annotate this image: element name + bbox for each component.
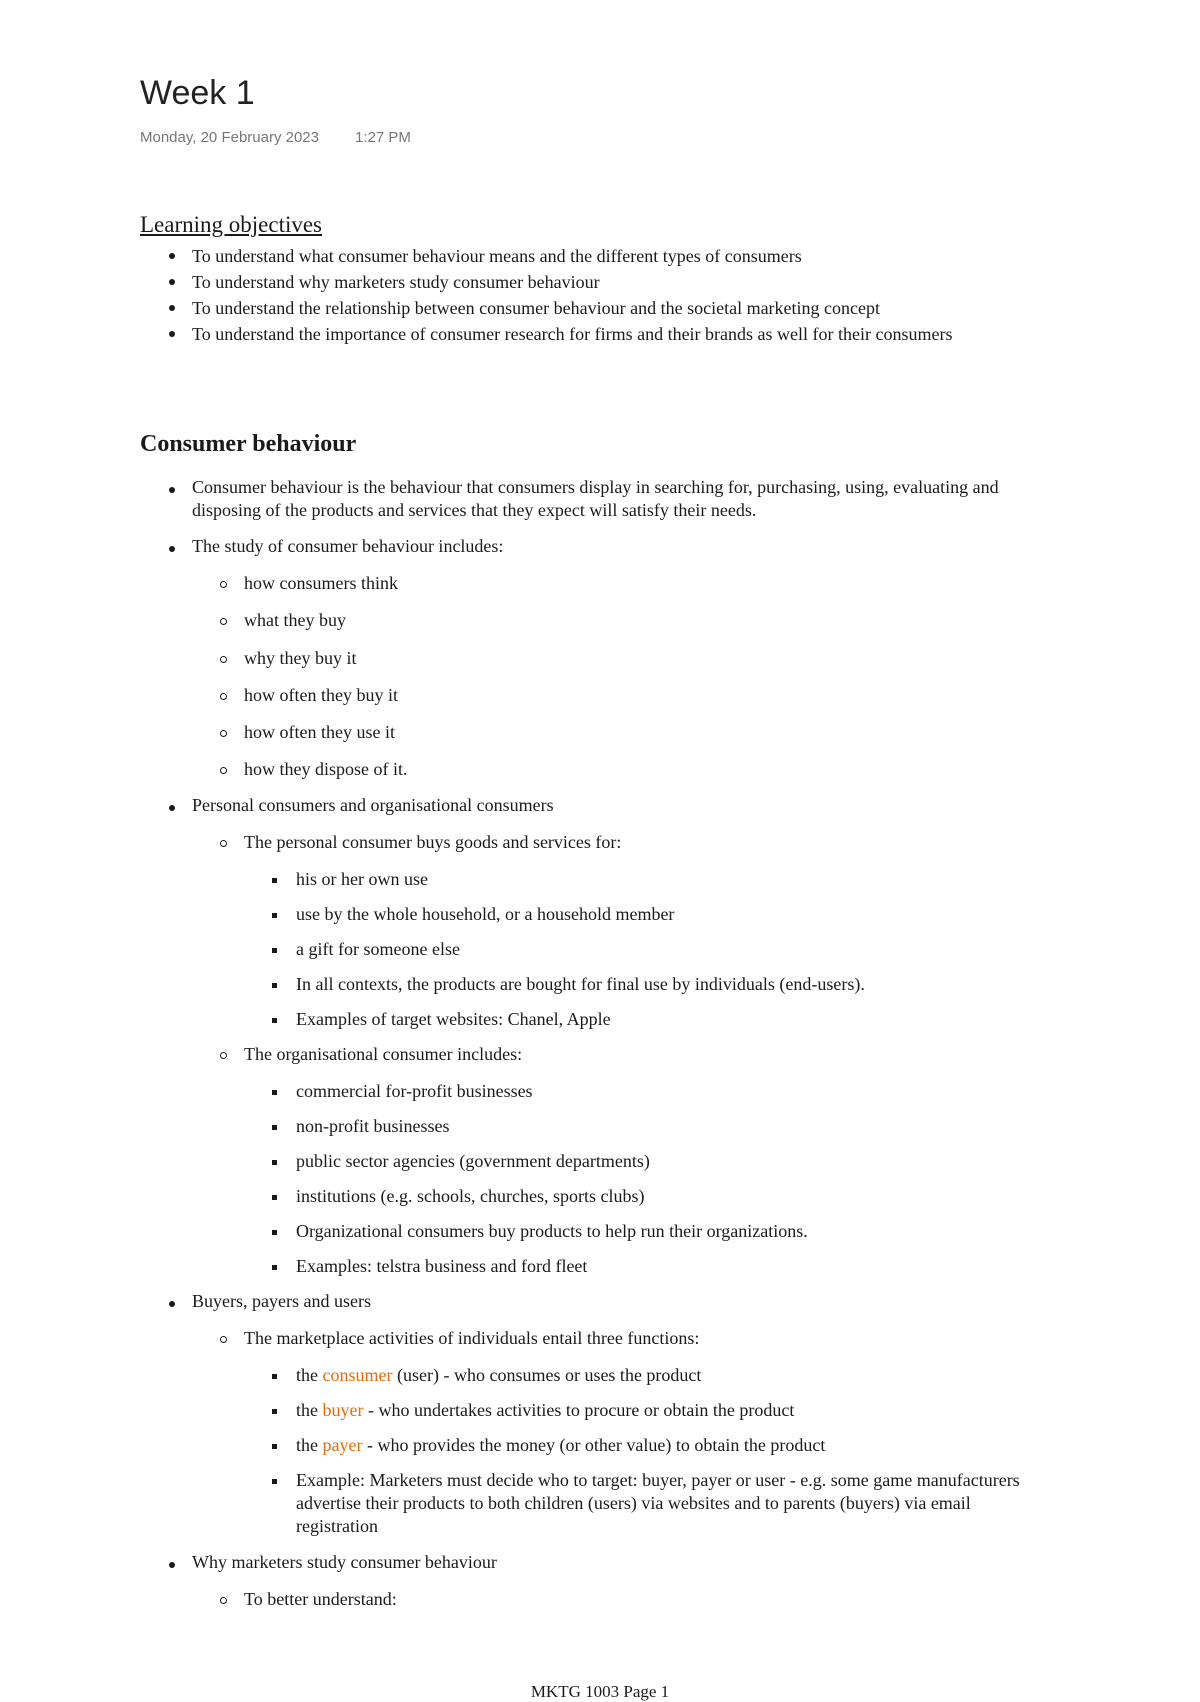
list-item: Why marketers study consumer behaviour xyxy=(192,1552,497,1572)
list-item-continuation: advertise their products to both children (users) via websites and to parents (buyers) via email xyxy=(296,1493,971,1513)
list-item: The marketplace activities of individuals entail three functions: xyxy=(244,1328,700,1348)
list-item: The organisational consumer includes: xyxy=(244,1044,523,1064)
bullet-icon xyxy=(169,1301,175,1307)
circle-bullet-icon xyxy=(220,840,227,847)
list-item: non-profit businesses xyxy=(296,1116,450,1136)
list-item: To understand what consumer behaviour means and the different types of consumers xyxy=(140,243,952,269)
role-payer-item xyxy=(296,1434,825,1457)
list-item: Buyers, payers and users xyxy=(192,1291,371,1311)
square-bullet-icon xyxy=(272,1230,277,1235)
list-item: how often they buy it xyxy=(244,685,398,705)
page-meta xyxy=(140,129,411,146)
page-footer: MKTG 1003 Page 1 xyxy=(530,1682,670,1701)
role-prefix: the xyxy=(296,1435,323,1455)
circle-bullet-icon xyxy=(220,693,227,700)
square-bullet-icon xyxy=(272,948,277,953)
role-consumer-item xyxy=(296,1364,701,1387)
list-item: why they buy it xyxy=(244,648,357,668)
list-item: Examples: telstra business and ford fleet xyxy=(296,1256,588,1276)
circle-bullet-icon xyxy=(220,767,227,774)
learning-objectives-list xyxy=(140,243,952,347)
list-item: a gift for someone else xyxy=(296,939,460,959)
role-term-consumer: consumer xyxy=(322,1365,393,1385)
square-bullet-icon xyxy=(272,878,277,883)
square-bullet-icon xyxy=(272,1090,277,1095)
square-bullet-icon xyxy=(272,1018,277,1023)
role-description: - who undertakes activities to procure or obtain the product xyxy=(363,1400,795,1420)
circle-bullet-icon xyxy=(220,730,227,737)
square-bullet-icon xyxy=(272,1479,277,1484)
list-item: Consumer behaviour is the behaviour that consumers display in searching for, purchasing, using, evaluating and xyxy=(192,477,999,497)
list-item: institutions (e.g. schools, churches, sports clubs) xyxy=(296,1186,645,1206)
list-item: To understand why marketers study consumer behaviour xyxy=(140,269,952,295)
role-prefix: the xyxy=(296,1365,323,1385)
list-item: In all contexts, the products are bought for final use by individuals (end-users). xyxy=(296,974,865,994)
circle-bullet-icon xyxy=(220,1336,227,1343)
list-item-continuation: disposing of the products and services that they expect will satisfy their needs. xyxy=(192,500,757,520)
list-item: To better understand: xyxy=(244,1589,397,1609)
list-item: The study of consumer behaviour includes: xyxy=(192,536,504,556)
learning-objectives-heading: Learning objectives xyxy=(140,212,323,237)
square-bullet-icon xyxy=(272,1195,277,1200)
square-bullet-icon xyxy=(272,913,277,918)
page-date: Monday, 20 February 2023 xyxy=(140,129,319,146)
list-item: Organizational consumers buy products to help run their organizations. xyxy=(296,1221,808,1241)
bullet-icon xyxy=(169,487,175,493)
square-bullet-icon xyxy=(272,1444,277,1449)
bullet-icon xyxy=(169,1562,175,1568)
list-item: how often they use it xyxy=(244,722,395,742)
circle-bullet-icon xyxy=(220,656,227,663)
square-bullet-icon xyxy=(272,1265,277,1270)
list-item: The personal consumer buys goods and services for: xyxy=(244,832,622,852)
list-item: Example: Marketers must decide who to target: buyer, payer or user - e.g. some game manufacturers xyxy=(296,1470,1020,1490)
list-item: what they buy xyxy=(244,610,346,630)
square-bullet-icon xyxy=(272,983,277,988)
circle-bullet-icon xyxy=(220,1597,227,1604)
role-description: (user) - who consumes or uses the product xyxy=(392,1365,702,1385)
page-time: 1:27 PM xyxy=(355,129,411,146)
circle-bullet-icon xyxy=(220,581,227,588)
bullet-icon xyxy=(169,805,175,811)
list-item: how they dispose of it. xyxy=(244,759,408,779)
role-description: - who provides the money (or other value) to obtain the product xyxy=(362,1435,826,1455)
list-item: commercial for-profit businesses xyxy=(296,1081,533,1101)
consumer-behaviour-heading: Consumer behaviour xyxy=(140,431,357,457)
page-title: Week 1 xyxy=(140,74,255,112)
square-bullet-icon xyxy=(272,1125,277,1130)
role-term-buyer: buyer xyxy=(322,1400,364,1420)
list-item: To understand the importance of consumer research for firms and their brands as well for their consumers xyxy=(140,321,952,347)
list-item: Personal consumers and organisational consumers xyxy=(192,795,554,815)
square-bullet-icon xyxy=(272,1160,277,1165)
list-item: To understand the relationship between consumer behaviour and the societal marketing concept xyxy=(140,295,952,321)
role-buyer-item xyxy=(296,1399,794,1422)
list-item: public sector agencies (government departments) xyxy=(296,1151,650,1171)
square-bullet-icon xyxy=(272,1374,277,1379)
square-bullet-icon xyxy=(272,1409,277,1414)
list-item: Examples of target websites: Chanel, Apple xyxy=(296,1009,611,1029)
list-item: his or her own use xyxy=(296,869,428,889)
circle-bullet-icon xyxy=(220,1052,227,1059)
list-item-continuation: registration xyxy=(296,1516,378,1536)
role-term-payer: payer xyxy=(322,1435,363,1455)
list-item: how consumers think xyxy=(244,573,398,593)
circle-bullet-icon xyxy=(220,618,227,625)
list-item: use by the whole household, or a household member xyxy=(296,904,675,924)
bullet-icon xyxy=(169,546,175,552)
role-prefix: the xyxy=(296,1400,323,1420)
